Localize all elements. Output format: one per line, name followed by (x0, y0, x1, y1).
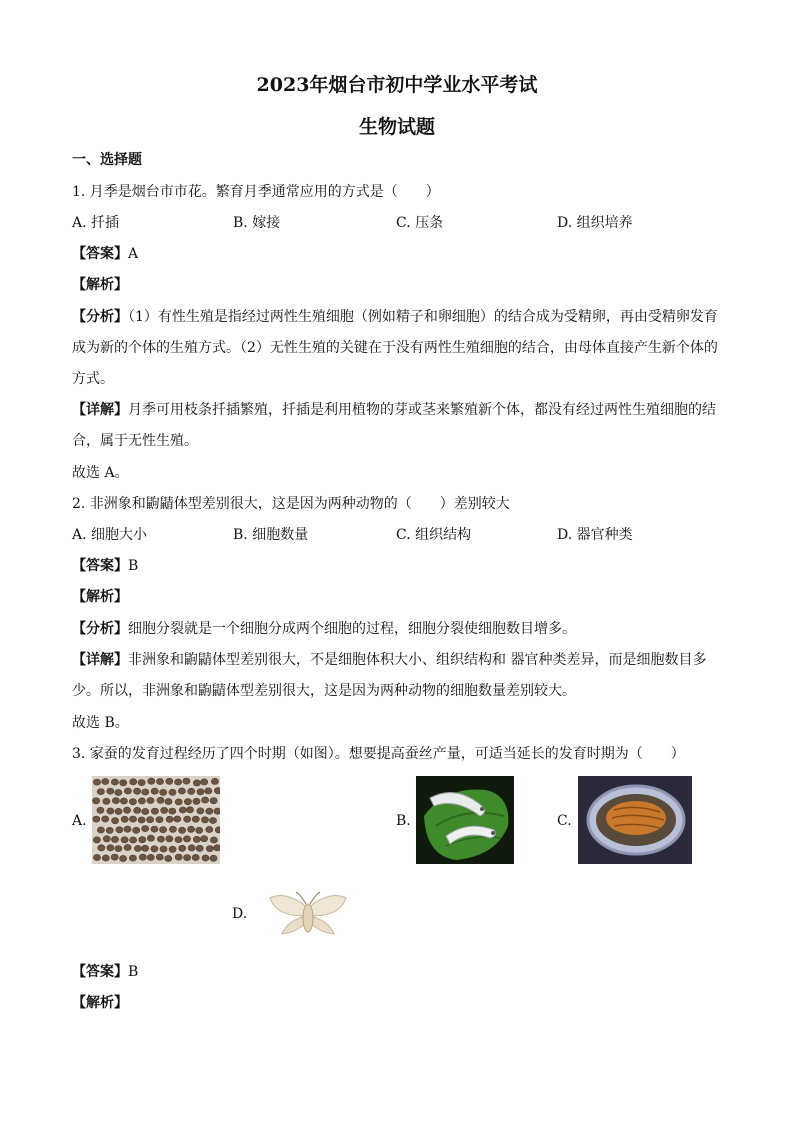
silkworm-egg (202, 797, 209, 803)
silkworm-egg (166, 778, 173, 784)
q2-jiexi-tag: 【解析】 (72, 589, 128, 605)
silkworm-egg (201, 836, 208, 842)
silkworm-egg (206, 826, 213, 832)
fenxi-text: 细胞分裂就是一个细胞分成两个细胞的过程，细胞分裂使细胞数目增多。 (128, 621, 576, 637)
silkworm-egg (142, 789, 149, 795)
silkworm-egg (183, 836, 190, 842)
xiangjie-tag: 【详解】 (72, 652, 128, 668)
q1-answer (72, 244, 722, 264)
q2-answer (72, 556, 722, 576)
silkworm-egg (193, 836, 200, 842)
silkworm-egg (139, 854, 146, 860)
silkworm-egg (156, 854, 163, 860)
silkworm-egg (206, 808, 213, 814)
silkworm-egg (192, 854, 199, 860)
silkworm-egg (130, 837, 137, 843)
silkworm-egg (151, 826, 158, 832)
silkworm-egg (210, 855, 217, 861)
silkworm-egg (103, 836, 110, 842)
exam-title: 2023年烟台市初中学业水平考试 (256, 74, 538, 96)
q2-option-d: D. 器官种类 (557, 527, 633, 543)
silkworm-egg (175, 837, 182, 843)
silkworm-larvae-image (416, 776, 514, 864)
question-1-stem: 1. 月季是烟台市市花。繁育月季通常应用的方式是（ ） (72, 184, 440, 200)
silkworm-egg (103, 798, 110, 804)
silkworm-egg (175, 854, 182, 860)
silkworm-egg (147, 835, 154, 841)
silkworm-egg (192, 816, 199, 822)
silkworm-egg (151, 788, 158, 794)
silkworm-egg (112, 818, 119, 824)
silkworm-egg (115, 789, 122, 795)
silkworm-egg (206, 846, 213, 852)
silkworm-egg (160, 846, 167, 852)
silkworm-egg (93, 779, 100, 785)
question-2-stem: 2. 非洲象和鼩鼱体型差别很大，这是因为两种动物的（ ）差别较大 (72, 496, 510, 512)
q1-fenxi-line-2: 成为新的个体的生殖方式。（2）无性生殖的关键在于没有两性生殖细胞的结合，由母体直接产生新个体的 (72, 340, 718, 356)
silkworm-egg (201, 779, 208, 785)
silkworm-egg (210, 837, 217, 843)
silkworm-egg (124, 826, 131, 832)
q2-option-b: B. 细胞数量 (233, 527, 309, 543)
silkworm-egg (175, 779, 182, 785)
silkworm-eggs-image (92, 776, 220, 864)
silkworm-egg (179, 807, 186, 813)
silkworm-egg (134, 788, 141, 794)
silkworm-egg (93, 854, 100, 860)
silkworm-egg (188, 788, 195, 794)
silkworm-egg (123, 807, 130, 813)
q2-option-a: A. 细胞大小 (72, 527, 148, 543)
q1-option-b: B. 嫁接 (233, 215, 281, 231)
silkworm-egg (134, 807, 141, 813)
silkworm-egg (129, 816, 136, 822)
silkworm-egg (97, 827, 104, 833)
silkworm-egg (188, 826, 195, 832)
silkworm-egg (112, 798, 119, 804)
silkworm-egg (147, 797, 154, 803)
silkworm-egg (210, 798, 217, 804)
silkworm-egg (124, 844, 131, 850)
section-heading: 一、选择题 (72, 152, 142, 168)
silkworm-egg (183, 778, 190, 784)
q3-option-d-label: D. (232, 906, 248, 922)
xiangjie-text: 非洲象和鼩鼱体型差别很大，不是细胞体积大小、组织结构和 器官种类差异，而是细胞数目多 (128, 652, 707, 668)
answer-tag: 【答案】 (72, 558, 128, 574)
silkworm-egg (138, 817, 145, 823)
q1-option-d: D. 组织培养 (557, 215, 633, 231)
silkworm-egg (142, 826, 149, 832)
q3-answer (72, 962, 722, 982)
fenxi-tag: 【分析】 (72, 621, 128, 637)
silkworm-egg (120, 780, 127, 786)
silkworm-egg (121, 837, 128, 843)
silkworm-egg (97, 807, 104, 813)
silkworm-egg (169, 808, 176, 814)
silkworm-egg (161, 807, 168, 813)
silkworm-egg (184, 855, 191, 861)
q1-option-c: C. 压条 (396, 215, 444, 231)
silkworm-egg (129, 799, 136, 805)
q2-xiangjie-line-1 (72, 650, 722, 670)
silkworm-egg (214, 788, 220, 794)
q3-option-c-label: C. (557, 813, 572, 829)
silkworm-egg (156, 817, 163, 823)
silkworm-egg (151, 808, 158, 814)
silkworm-egg (93, 837, 100, 843)
silkworm-egg (93, 798, 100, 804)
silkworm-egg (121, 816, 128, 822)
silkworm-egg (97, 789, 104, 795)
silkworm-egg (115, 808, 122, 814)
silkworm-egg (160, 827, 167, 833)
silkworm-egg (175, 799, 182, 805)
silkworm-egg (166, 816, 173, 822)
silkworm-egg (193, 780, 200, 786)
silkworm-egg (102, 778, 109, 784)
silkworm-egg (169, 789, 176, 795)
silkworm-egg (197, 789, 204, 795)
answer-value: B (128, 558, 139, 574)
silkworm-egg (142, 808, 149, 814)
silkworm-egg (196, 845, 203, 851)
silkworm-egg (124, 788, 131, 794)
silkworm-egg (157, 797, 164, 803)
silkworm-egg (107, 845, 114, 851)
silkworm-egg (147, 854, 154, 860)
question-3-stem: 3. 家蚕的发育过程经历了四个时期（如图）。想要提高蚕丝产量，可适当延长的发育时期为（ ） (72, 746, 685, 762)
silkworm-egg (120, 798, 127, 804)
silkworm-egg (133, 827, 140, 833)
silkworm-egg (188, 845, 195, 851)
silkworm-egg (165, 798, 172, 804)
silkworm-egg (205, 788, 212, 794)
silkworm-egg (138, 798, 145, 804)
silkworm-egg (214, 808, 220, 814)
silkworm-egg (107, 808, 114, 814)
silkworm-egg (98, 845, 105, 851)
silkworm-moth-image (266, 886, 350, 942)
fenxi-text: （1）有性生殖是指经过两性生殖细胞（例如精子和卵细胞）的结合成为受精卵，再由受精卵发育 (128, 309, 718, 325)
silkworm-egg (111, 779, 118, 785)
silkworm-egg (179, 845, 186, 851)
silkworm-egg (214, 845, 220, 851)
silkworm-egg (184, 816, 191, 822)
silkworm-egg (166, 836, 173, 842)
fenxi-tag: 【分析】 (72, 309, 128, 325)
silkworm-egg (209, 817, 216, 823)
q2-conclusion: 故选 B。 (72, 715, 129, 731)
silkworm-egg (139, 837, 146, 843)
silkworm-egg (147, 817, 154, 823)
silkworm-egg (115, 846, 122, 852)
silkworm-egg (184, 799, 191, 805)
silkworm-egg (156, 778, 163, 784)
silkworm-egg (107, 788, 114, 794)
silkworm-egg (134, 845, 141, 851)
silkworm-egg (178, 788, 185, 794)
silkworm-egg (179, 827, 186, 833)
q1-xiangjie-line-1 (72, 400, 722, 420)
q3-option-a-label: A. (72, 813, 87, 829)
answer-tag: 【答案】 (72, 964, 128, 980)
silkworm-egg (120, 855, 127, 861)
silkworm-egg (201, 817, 208, 823)
silkworm-egg (157, 836, 164, 842)
q1-xiangjie-line-2: 合，属于无性生殖。 (72, 433, 198, 449)
q2-xiangjie-line-2: 少。所以，非洲象和鼩鼱体型差别很大，这是因为两种动物的细胞数量差别较大。 (72, 683, 576, 699)
silkworm-egg (116, 827, 123, 833)
q1-jiexi-tag: 【解析】 (72, 277, 128, 293)
xiangjie-text: 月季可用枝条扦插繁殖，扦插是利用植物的芽或茎来繁殖新个体，都没有经过两性生殖细胞的结 (128, 402, 716, 418)
silkworm-egg (130, 779, 137, 785)
silkworm-egg (111, 854, 118, 860)
silkworm-egg (174, 816, 181, 822)
q1-option-a: A. 扦插 (72, 215, 120, 231)
q2-fenxi-line-1 (72, 619, 722, 639)
exam-subtitle: 生物试题 (358, 116, 435, 138)
q1-fenxi-line-1 (72, 307, 722, 327)
silkworm-egg (169, 826, 176, 832)
silkworm-egg (211, 778, 218, 784)
silkworm-egg (129, 855, 136, 861)
silkworm-egg (93, 816, 100, 822)
q1-conclusion: 故选 A。 (72, 465, 129, 481)
silkworm-egg (202, 855, 209, 861)
silkworm-egg (215, 827, 220, 833)
answer-value: A (128, 246, 139, 262)
silkworm-egg (160, 789, 167, 795)
silkworm-egg (142, 845, 149, 851)
silkworm-egg (102, 855, 109, 861)
silkworm-egg (151, 846, 158, 852)
silkworm-pupa-image (578, 776, 692, 864)
silkworm-egg (196, 827, 203, 833)
answer-value: B (128, 964, 139, 980)
q2-option-c: C. 组织结构 (396, 527, 472, 543)
q1-fenxi-line-3: 方式。 (72, 371, 114, 387)
silkworm-egg (148, 778, 155, 784)
silkworm-egg (193, 798, 200, 804)
silkworm-egg (165, 855, 172, 861)
silkworm-egg (186, 807, 193, 813)
xiangjie-tag: 【详解】 (72, 402, 128, 418)
silkworm-egg (102, 816, 109, 822)
silkworm-egg (111, 836, 118, 842)
silkworm-egg (169, 846, 176, 852)
q3-option-b-label: B. (396, 813, 411, 829)
q3-jiexi-tag: 【解析】 (72, 995, 128, 1011)
answer-tag: 【答案】 (72, 246, 128, 262)
silkworm-egg (106, 827, 113, 833)
silkworm-egg (138, 780, 145, 786)
silkworm-egg (197, 808, 204, 814)
